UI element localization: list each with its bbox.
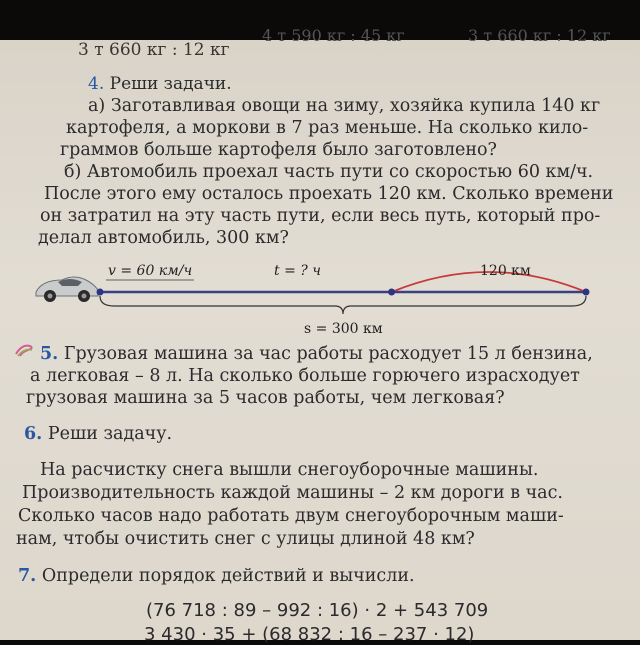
task7-expression-2: 3 430 · 35 + (68 832 : 16 – 237 · 12) — [144, 624, 475, 645]
task4-number: 4. — [88, 74, 105, 94]
cut-off-top-line — [0, 26, 640, 60]
total-distance-brace — [100, 296, 586, 314]
end-point — [583, 289, 590, 296]
task4-b-line-1: б) Автомобиль проехал часть пути со скоростью 60 км/ч. — [64, 162, 594, 182]
start-point — [97, 289, 104, 296]
total-label: s = 300 км — [304, 321, 383, 337]
task6-title: Реши задачу. — [47, 424, 173, 444]
distance-diagram — [28, 258, 628, 348]
task7-title: Определи порядок действий и вычисли. — [41, 566, 415, 586]
car-icon — [36, 277, 98, 302]
task4-b-line-2: После этого ему осталось проехать 120 км. Сколько времени — [44, 184, 614, 204]
pencil-icon — [14, 342, 36, 356]
task5-line-1-text: Грузовая машина за час работы расходует 15 л бензина, — [63, 344, 593, 364]
task5-line-2: а легковая – 8 л. На сколько больше горючего израсходует — [30, 366, 580, 386]
task4-b-line-4: делал автомобиль, 300 км? — [38, 228, 289, 248]
cut-expression-mid: 4 т 590 кг : 45 кг — [262, 26, 405, 45]
diagram-svg — [28, 258, 628, 348]
time-label: t = ? ч — [274, 263, 321, 279]
cut-expression-right: 3 т 660 кг : 12 кг — [468, 26, 611, 45]
speed-label: v = 60 км/ч — [108, 263, 193, 279]
task7-number: 7. — [18, 566, 37, 586]
task7-heading — [18, 566, 415, 586]
task4-a-line-3: граммов больше картофеля было заготовлено? — [60, 140, 497, 160]
task5-number: 5. — [40, 344, 59, 364]
cut-expression-left: 3 т 660 кг : 12 кг — [78, 40, 230, 60]
task4-title: Реши задачи. — [109, 74, 232, 94]
task6-line-4: нам, чтобы очистить снег с улицы длиной 48 км? — [16, 529, 475, 549]
task5-line-1 — [40, 344, 593, 364]
task6-number: 6. — [24, 424, 43, 444]
task6-heading — [24, 424, 172, 444]
task6-line-3: Сколько часов надо работать двум снегоуборочным маши- — [18, 506, 564, 526]
task4-a-line-1: а) Заготавливая овощи на зиму, хозяйка купила 140 кг — [88, 96, 601, 116]
remaining-label: 120 км — [480, 263, 531, 279]
task6-line-2: Производительность каждой машины – 2 км дороги в час. — [22, 483, 563, 503]
task4-heading — [88, 74, 232, 94]
task4-a-line-2: картофеля, а моркови в 7 раз меньше. На сколько кило- — [66, 118, 589, 138]
task4-b-line-3: он затратил на эту часть пути, если весь путь, который про- — [40, 206, 601, 226]
task5-line-3: грузовая машина за 5 часов работы, чем легковая? — [26, 388, 505, 408]
split-point — [388, 289, 395, 296]
task7-expression-1: (76 718 : 89 – 992 : 16) · 2 + 543 709 — [146, 600, 489, 621]
task6-line-1: На расчистку снега вышли снегоуборочные машины. — [40, 460, 539, 480]
textbook-page — [0, 26, 640, 645]
